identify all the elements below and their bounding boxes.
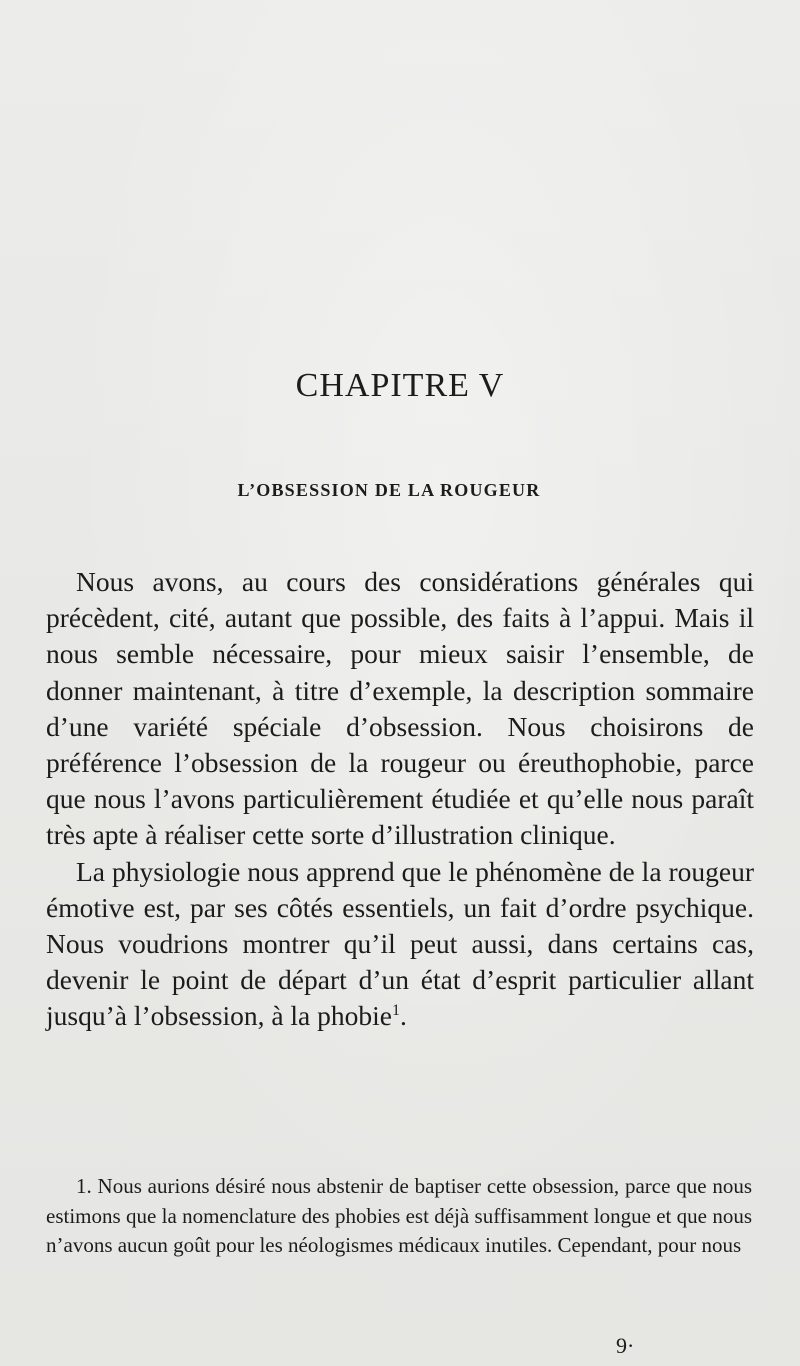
footnote-number: 1. <box>76 1174 92 1198</box>
paragraph-2-text: La physiologie nous apprend que le phénomène de la rougeur émotive est, par ses côtés essentiels, un fait d’ordre psychique. Nous voudrions montrer qu’il peut aussi, dans certains cas, devenir le point de départ d’un état d’esprit particulier allant jusqu’à l’obsession, à la phobie <box>46 855 754 1032</box>
footnote-paragraph <box>46 1172 752 1261</box>
chapter-title: CHAPITRE V <box>295 367 505 404</box>
footnote <box>46 1172 752 1261</box>
footnote-marker: 1 <box>391 1002 400 1020</box>
body-text <box>46 564 754 1035</box>
paragraph-1: Nous avons, au cours des considérations générales qui précèdent, cité, autant que possible, des faits à l’appui. Mais il nous semble nécessaire, pour mieux saisir l’ensemble, de donner maintenant, à titre d’exemple, la description sommaire d’une variété spéciale d’obsession. Nous choisirons de préférence l’obsession de la rougeur ou éreuthophobie, parce que nous l’avons particulièrement étudiée et qu’elle nous paraît très apte à réaliser cette sorte d’illustration clinique. <box>46 566 754 851</box>
paragraph-2 <box>46 854 754 1035</box>
paragraph-2-end: . <box>399 1000 407 1032</box>
page-number: 9· <box>616 1333 635 1358</box>
chapter-subtitle: L’OBSESSION DE LA ROUGEUR <box>237 480 541 500</box>
footnote-text: Nous aurions désiré nous abstenir de baptiser cette obsession, parce que nous estimons que la nomenclature des phobies est déjà suffisamment longue et que nous n’avons aucun goût pour les néologismes médicaux inutiles. Cependant, pour nous <box>46 1174 753 1257</box>
